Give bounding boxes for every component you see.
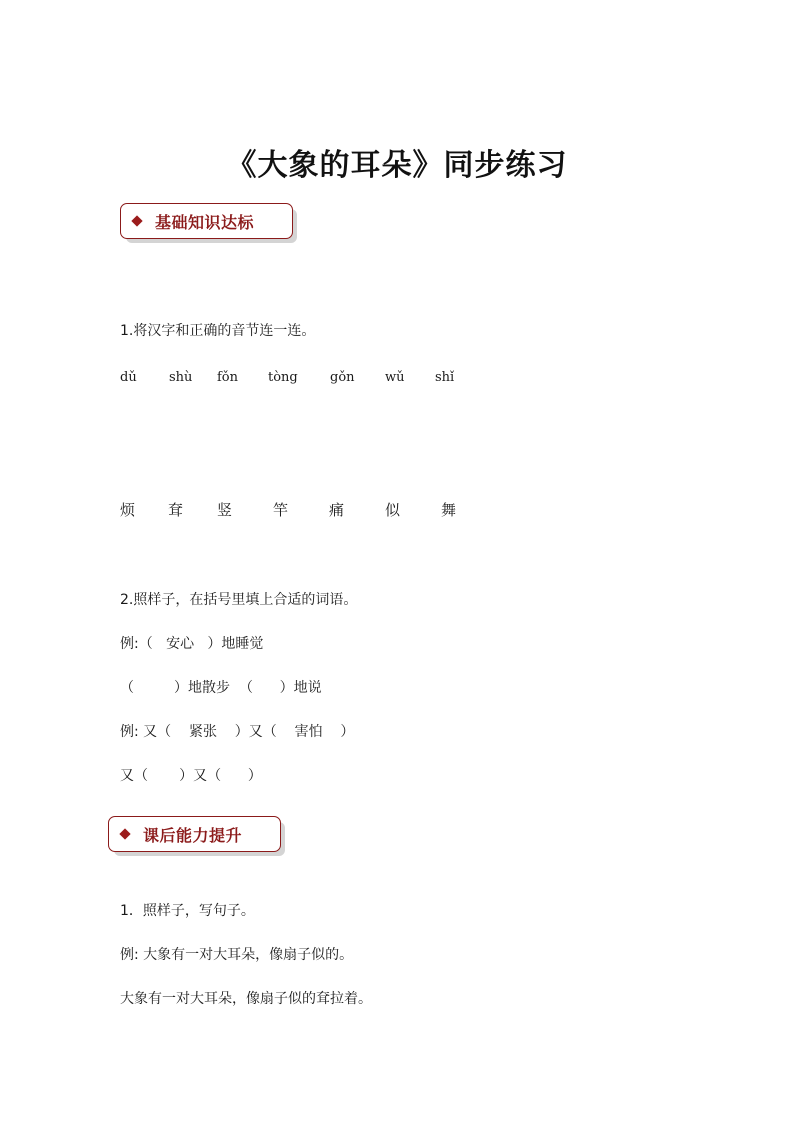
exercise-line: 又（ ）又（ ） bbox=[120, 768, 262, 784]
page-title: 《大象的耳朵》同步练习 bbox=[226, 148, 568, 183]
pinyin-item: tòng bbox=[268, 370, 298, 385]
question-1-prompt: 1．照样子，写句子。 bbox=[120, 903, 255, 919]
character-item: 耷 bbox=[168, 501, 184, 519]
character-item: 烦 bbox=[120, 501, 136, 519]
character-item: 竿 bbox=[273, 501, 289, 519]
character-item: 痛 bbox=[329, 501, 345, 519]
character-item: 竖 bbox=[217, 501, 233, 519]
pinyin-item: dǔ bbox=[120, 370, 137, 385]
sample-sentence: 大象有一对大耳朵，像扇子似的耷拉着。 bbox=[120, 991, 372, 1007]
pinyin-item: shù bbox=[169, 370, 193, 385]
section-label: 基础知识达标 bbox=[155, 212, 255, 232]
diamond-icon bbox=[131, 215, 142, 226]
section-header-advanced bbox=[108, 816, 281, 852]
character-item: 似 bbox=[385, 501, 401, 519]
question-2-prompt: 2.照样子，在括号里填上合适的词语。 bbox=[120, 592, 358, 608]
pinyin-item: gǒn bbox=[330, 370, 355, 385]
section-label: 课后能力提升 bbox=[143, 825, 243, 845]
pinyin-item: fǒn bbox=[217, 370, 239, 385]
example-line: 例:（ 安心 ）地睡觉 bbox=[120, 636, 264, 652]
character-item: 舞 bbox=[441, 501, 457, 519]
exercise-line: （ ）地散步 （ ）地说 bbox=[120, 680, 322, 696]
question-1-prompt: 1.将汉字和正确的音节连一连。 bbox=[120, 323, 316, 339]
section-header-basic bbox=[120, 203, 293, 239]
example-line: 例: 又（ 紧张 ）又（ 害怕 ） bbox=[120, 724, 355, 740]
example-sentence: 例: 大象有一对大耳朵，像扇子似的。 bbox=[120, 947, 354, 963]
diamond-icon bbox=[119, 828, 130, 839]
pinyin-item: wǔ bbox=[385, 370, 405, 385]
pinyin-item: shǐ bbox=[435, 370, 455, 385]
